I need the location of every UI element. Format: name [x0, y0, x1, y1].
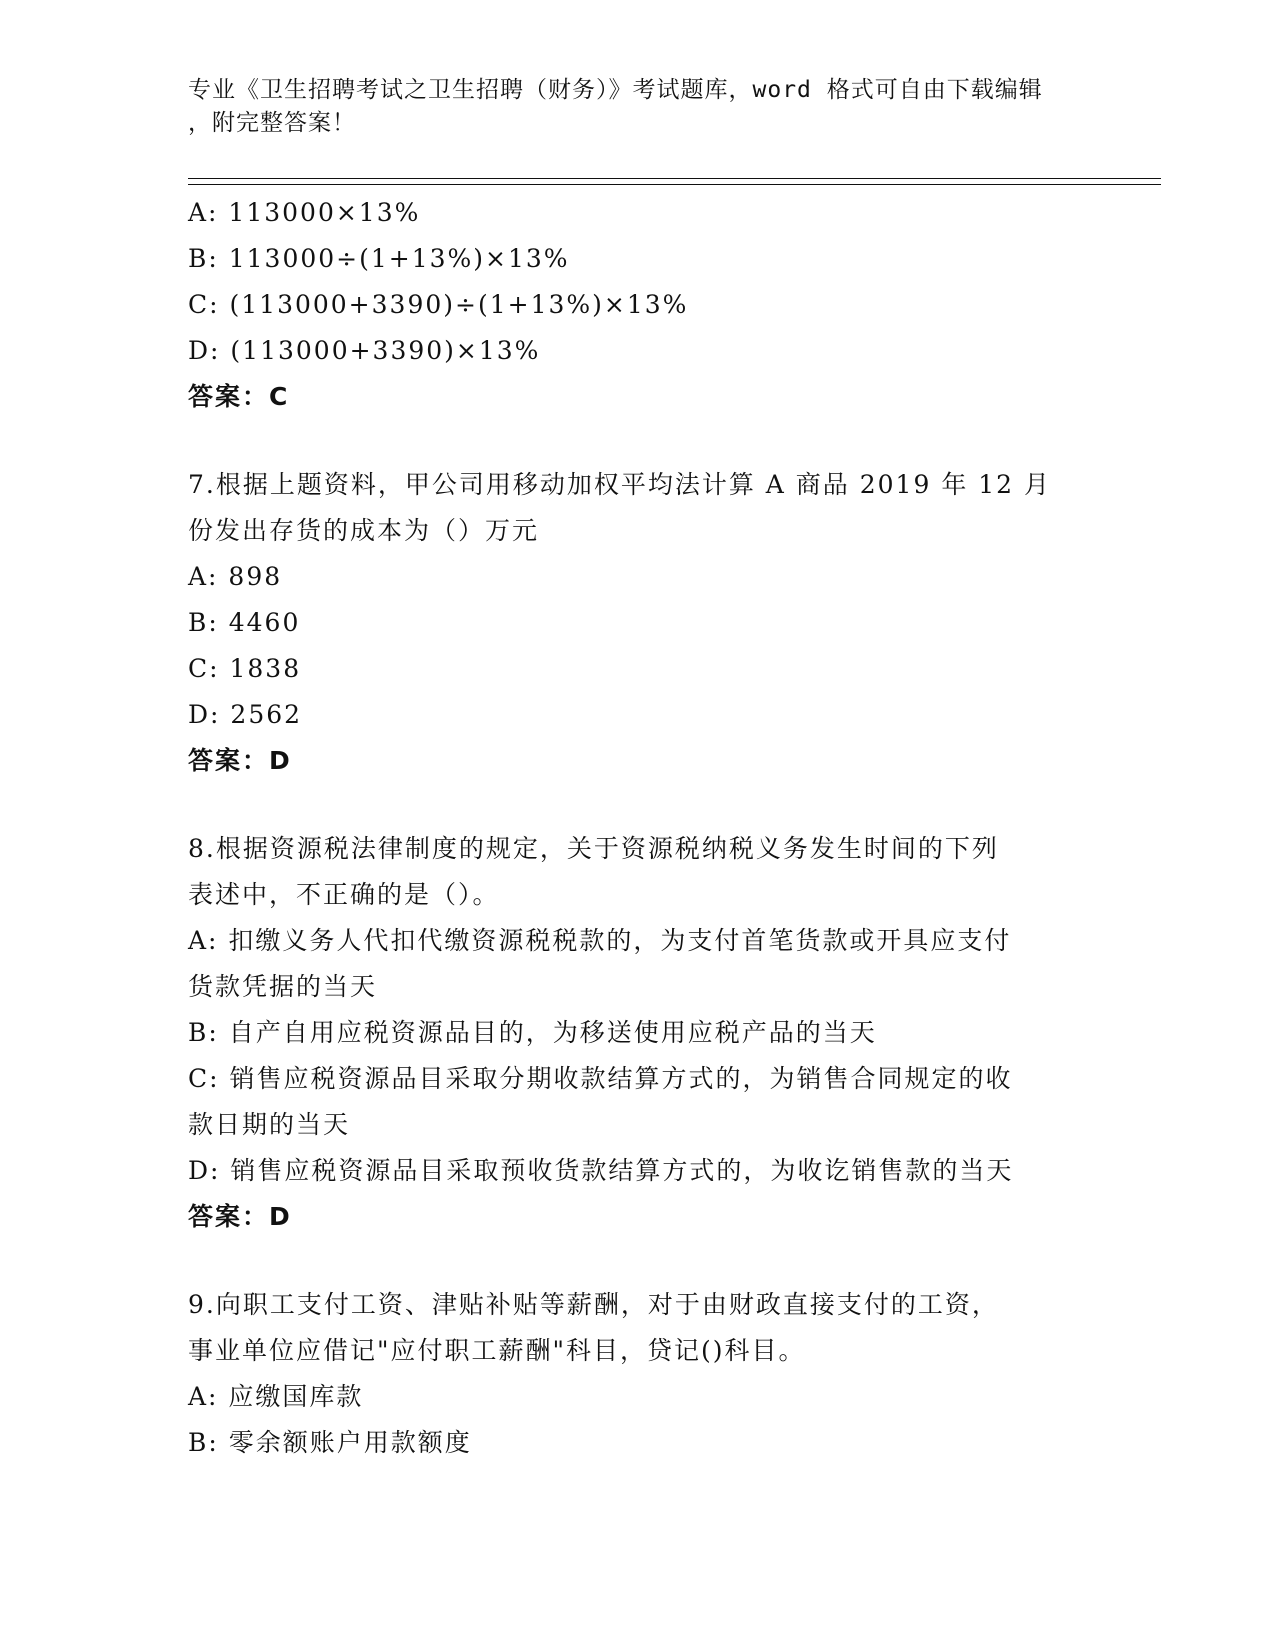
q7-option-b: B: 4460: [188, 608, 301, 637]
q7-option-a: A: 898: [188, 562, 283, 591]
question-7: [188, 462, 1088, 784]
question-8: [188, 826, 1088, 1240]
q8-stem-line-2: 表述中，不正确的是（）。: [188, 880, 500, 909]
header-line-2: ，附完整答案！: [188, 110, 356, 136]
q6-option-d: D: (113000+3390)×13%: [188, 336, 541, 365]
q6-option-a: A: 113000×13%: [188, 198, 421, 227]
q9-option-a: A: 应缴国库款: [188, 1382, 364, 1411]
question-list: [188, 190, 1088, 1466]
q6-answer: 答案：C: [188, 382, 290, 411]
q8-stem-line-1: 8.根据资源税法律制度的规定，关于资源税纳税义务发生时间的下列: [188, 834, 999, 863]
q6-option-c: C: (113000+3390)÷(1+13%)×13%: [188, 290, 689, 319]
q8-option-c-cont: 款日期的当天: [188, 1110, 351, 1139]
q7-option-c: C: 1838: [188, 654, 302, 683]
spacer: [188, 1240, 1088, 1282]
header-divider-top: [188, 178, 1161, 179]
header-line-1: 专业《卫生招聘考试之卫生招聘（财务）》考试题库，word 格式可自由下载编辑: [188, 77, 1043, 103]
question-6: [188, 190, 1088, 420]
q9-stem-line-2: 事业单位应借记"应付职工薪酬"科目，贷记()科目。: [188, 1336, 806, 1365]
question-9: [188, 1282, 1088, 1466]
document-header: [188, 74, 1088, 140]
q7-stem-line-1: 7.根据上题资料，甲公司用移动加权平均法计算 A 商品 2019 年 12 月: [188, 470, 1052, 499]
q6-option-b: B: 113000÷(1+13%)×13%: [188, 244, 570, 273]
q8-option-a: A: 扣缴义务人代扣代缴资源税税款的，为支付首笔货款或开具应支付: [188, 926, 1012, 955]
q7-option-d: D: 2562: [188, 700, 303, 729]
q9-option-b: B: 零余额账户用款额度: [188, 1428, 472, 1457]
spacer: [188, 784, 1088, 826]
header-divider-bottom: [188, 184, 1161, 185]
q8-option-b: B: 自产自用应税资源品目的，为移送使用应税产品的当天: [188, 1018, 877, 1047]
q8-option-c: C: 销售应税资源品目采取分期收款结算方式的，为销售合同规定的收: [188, 1064, 1013, 1093]
q9-stem-line-1: 9.向职工支付工资、津贴补贴等薪酬，对于由财政直接支付的工资，: [188, 1290, 999, 1319]
q8-option-a-cont: 货款凭据的当天: [188, 972, 378, 1001]
q8-option-d: D: 销售应税资源品目采取预收货款结算方式的，为收讫销售款的当天: [188, 1156, 1014, 1185]
q8-answer: 答案：D: [188, 1202, 292, 1231]
q7-stem-line-2: 份发出存货的成本为（）万元: [188, 516, 540, 545]
spacer: [188, 420, 1088, 462]
q7-answer: 答案：D: [188, 746, 292, 775]
